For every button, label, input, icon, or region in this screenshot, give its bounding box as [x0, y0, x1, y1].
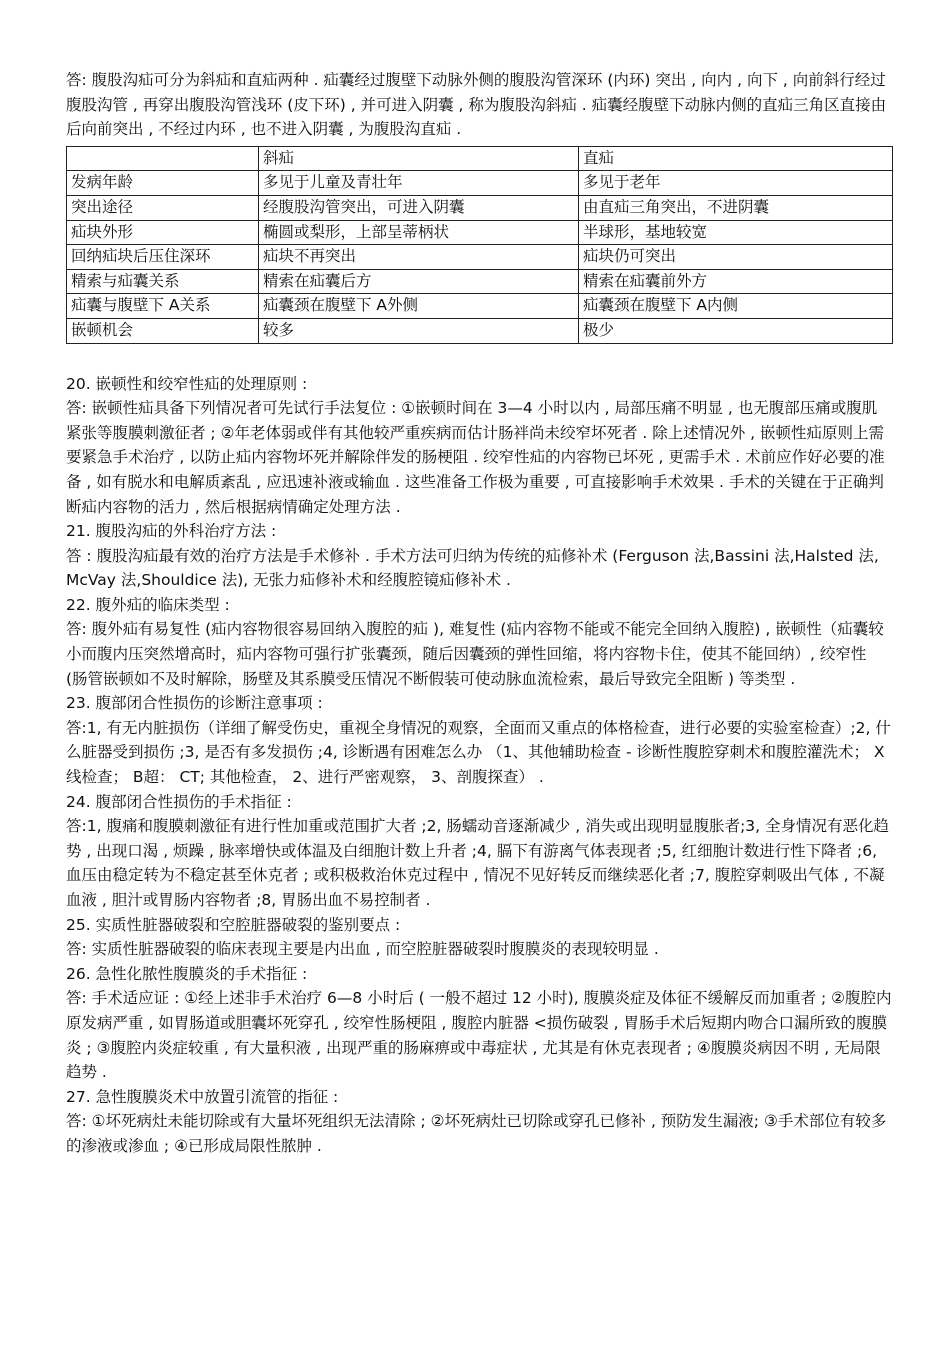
table-row [67, 220, 893, 245]
table-cell: 突出途径 [67, 195, 259, 220]
question-title: 25. 实质性脏器破裂和空腔脏器破裂的鉴别要点 : [66, 915, 401, 934]
table-row [67, 269, 893, 294]
answer-text: 答 : 腹股沟疝最有效的治疗方法是手术修补 . 手术方法可归纳为传统的疝修补术 (Ferguson 法,Bassini 法,Halsted 法,McVay 法,Shouldice 法), 无张力疝修补术和经腹腔镜疝修补术 . [66, 546, 879, 590]
table-cell: 嵌顿机会 [67, 318, 259, 343]
question-title: 20. 嵌顿性和绞窄性疝的处理原则 : [66, 374, 308, 393]
question-title: 21. 腹股沟疝的外科治疗方法 : [66, 522, 277, 541]
table-cell: 半球形，基地较宽 [579, 220, 893, 245]
qa-section-27 [66, 1085, 892, 1159]
qa-section-20 [66, 372, 892, 520]
answer-text: 答: 嵌顿性疝具备下列情况者可先试行手法复位 : ①嵌顿时间在 3—4 小时以内 , 局部压痛不明显 , 也无腹部压痛或腹肌紧张等腹膜刺激征者 ; ②年老体弱或伴有其他较严重疾病而估计肠袢尚未绞窄坏死者 . 除上述情况外 , 嵌顿性疝原则上需要紧急手术治疗 , 以防止疝内容物坏死并解除伴发的肠梗阻 . 绞窄性疝的内容物已坏死 , 更需手术 . 术前应作好必要的准备 , 如有脱水和电解质紊乱 , 应迅速补液或输血 . 这些准备工作极为重要 , 可直接影响手术效果 . 手术的关键在于正确判断疝内容物的活力 , 然后根据病情确定处理方法 . [66, 399, 885, 516]
table-cell: 发病年龄 [67, 171, 259, 196]
answer-text: 答: ①坏死病灶未能切除或有大量坏死组织无法清除 ; ②坏死病灶已切除或穿孔已修补 , 预防发生漏液; ③手术部位有较多的渗液或渗血 ; ④已形成局限性脓肿 . [66, 1112, 887, 1155]
table-cell: 疝囊与腹壁下 A关系 [67, 294, 259, 319]
table-row [67, 318, 893, 343]
question-title: 26. 急性化脓性腹膜炎的手术指征 : [66, 964, 308, 983]
table-cell: 疝块不再突出 [259, 245, 579, 270]
answer-text: 答: 手术适应证 : ①经上述非手术治疗 6—8 小时后 ( 一般不超过 12 小时), 腹膜炎症及体征不缓解反而加重者 ; ②腹腔内原发病严重 , 如胃肠道或胆囊坏死穿孔 , 绞窄性肠梗阻 , 腹腔内脏器 <损伤破裂 , 胃肠手术后短期内吻合口漏所致的腹膜炎 ; ③腹腔内炎症较重 , 有大量积液 , 出现严重的肠麻痹或中毒症状 , 尤其是有休克表现者 ; ④腹膜炎病因不明 , 无局限趋势 . [66, 989, 892, 1082]
qa-section-21 [66, 519, 892, 593]
table-cell: 精索与疝囊关系 [67, 269, 259, 294]
table-row [67, 245, 893, 270]
question-title: 23. 腹部闭合性损伤的诊断注意事项 : [66, 694, 323, 713]
document-page [66, 68, 892, 1159]
table-cell: 疝囊颈在腹壁下 A内侧 [579, 294, 893, 319]
qa-section-25 [66, 913, 892, 962]
question-title: 24. 腹部闭合性损伤的手术指征 : [66, 792, 292, 811]
table-cell: 椭圆或梨形，上部呈蒂柄状 [259, 220, 579, 245]
question-title: 22. 腹外疝的临床类型 : [66, 595, 230, 614]
table-cell: 由直疝三角突出，不进阴囊 [579, 195, 893, 220]
table-header-cell [67, 146, 259, 171]
qa-section-22 [66, 593, 892, 691]
qa-section-23 [66, 691, 892, 789]
table-cell: 经腹股沟管突出，可进入阴囊 [259, 195, 579, 220]
question-title: 27. 急性腹膜炎术中放置引流管的指征 : [66, 1087, 339, 1106]
table-cell: 精索在疝囊前外方 [579, 269, 893, 294]
intro-answer: 答: 腹股沟疝可分为斜疝和直疝两种 . 疝囊经过腹壁下动脉外侧的腹股沟管深环 (内环) 突出 , 向内 , 向下 , 向前斜行经过腹股沟管 , 再穿出腹股沟管浅环 (皮下环) , 并可进入阴囊 , 称为腹股沟斜疝 . 疝囊经腹壁下动脉内侧的直疝三角区直接由后向前突出 , 不经过内环 , 也不进入阴囊 , 为腹股沟直疝 . [66, 71, 887, 139]
table-header-cell: 直疝 [579, 146, 893, 171]
answer-text: 答: 腹外疝有易复性 (疝内容物很容易回纳入腹腔的疝 ), 难复性 (疝内容物不能或不能完全回纳入腹腔) , 嵌顿性（疝囊较小而腹内压突然增高时，疝内容物可强行扩张囊颈，随后因囊颈的弹性回缩，将内容物卡住，使其不能回纳）, 绞窄性 (肠管嵌顿如不及时解除，肠壁及其系膜受压情况不断假装可使动脉血流检索，最后导致完全阻断 ) 等类型 . [66, 620, 884, 688]
table-row [67, 171, 893, 196]
hernia-comparison-table [66, 146, 893, 344]
section-spacer [66, 344, 892, 372]
table-cell: 极少 [579, 318, 893, 343]
table-cell: 多见于老年 [579, 171, 893, 196]
table-cell: 多见于儿童及青壮年 [259, 171, 579, 196]
table-cell: 疝块外形 [67, 220, 259, 245]
table-row [67, 294, 893, 319]
table-cell: 精索在疝囊后方 [259, 269, 579, 294]
table-header-cell: 斜疝 [259, 146, 579, 171]
answer-text: 答: 实质性脏器破裂的临床表现主要是内出血 , 而空腔脏器破裂时腹膜炎的表现较明显 . [66, 940, 659, 959]
answer-text: 答:1, 有无内脏损伤（详细了解受伤史，重视全身情况的观察，全面而又重点的体格检查，进行必要的实验室检查）;2, 什么脏器受到损伤 ;3, 是否有多发损伤 ;4, 诊断遇有困难怎么办 （1、其他辅助检查 - 诊断性腹腔穿刺术和腹腔灌洗术； X线检查； B超： CT; 其他检查， 2、进行严密观察， 3、剖腹探查） . [66, 718, 891, 787]
table-cell: 回纳疝块后压住深环 [67, 245, 259, 270]
table-row [67, 195, 893, 220]
answer-text: 答:1, 腹痛和腹膜刺激征有进行性加重或范围扩大者 ;2, 肠蠕动音逐渐减少 , 消失或出现明显腹胀者;3, 全身情况有恶化趋势 , 出现口渴 , 烦躁 , 脉率增快或体温及白细胞计数上升者 ;4, 膈下有游离气体表现者 ;5, 红细胞计数进行性下降者 ;6, 血压由稳定转为不稳定甚至休克者 ; 或积极救治休克过程中 , 情况不见好转反而继续恶化者 ;7, 腹腔穿刺吸出气体 , 不凝血液 , 胆汁或胃肠内容物者 ;8, 胃肠出血不易控制者 . [66, 817, 890, 909]
table-cell: 疝块仍可突出 [579, 245, 893, 270]
qa-section-24 [66, 790, 892, 913]
table-cell: 较多 [259, 318, 579, 343]
table-body [67, 146, 893, 343]
qa-section-26 [66, 962, 892, 1085]
table-cell: 疝囊颈在腹壁下 A外侧 [259, 294, 579, 319]
table-header-row [67, 146, 893, 171]
